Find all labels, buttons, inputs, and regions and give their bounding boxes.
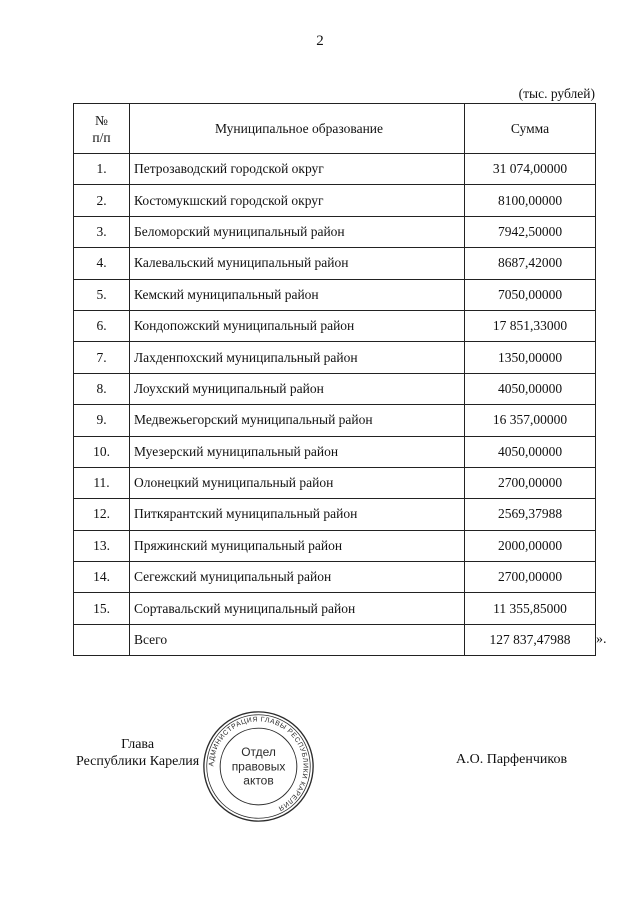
units-label: (тыс. рублей)	[518, 86, 595, 101]
table-row	[74, 342, 596, 373]
row-number: 5.	[74, 279, 130, 310]
signatory-title-line2: Республики Карелия	[76, 754, 200, 769]
row-municipality: Лоухский муниципальный район	[130, 373, 465, 404]
row-municipality: Беломорский муниципальный район	[130, 216, 465, 247]
row-municipality: Пряжинский муниципальный район	[130, 530, 465, 561]
table-header-row	[74, 104, 596, 154]
row-sum: 1350,00000	[465, 342, 596, 373]
allocation-table	[73, 103, 596, 656]
official-stamp	[201, 709, 316, 824]
table-row	[74, 216, 596, 247]
table-body	[74, 154, 596, 656]
row-sum: 31 074,00000	[465, 154, 596, 185]
row-sum: 7942,50000	[465, 216, 596, 247]
row-sum: 2700,00000	[465, 562, 596, 593]
row-sum: 2000,00000	[465, 530, 596, 561]
row-municipality: Сегежский муниципальный район	[130, 562, 465, 593]
row-municipality: Калевальский муниципальный район	[130, 248, 465, 279]
table-row	[74, 154, 596, 185]
row-number: 4.	[74, 248, 130, 279]
row-municipality: Питкярантский муниципальный район	[130, 499, 465, 530]
row-sum: 4050,00000	[465, 436, 596, 467]
row-municipality: Сортавальский муниципальный район	[130, 593, 465, 624]
signatory-name: А.О. Парфенчиков	[456, 752, 568, 767]
row-number: 3.	[74, 216, 130, 247]
row-number: 2.	[74, 185, 130, 216]
table-row	[74, 405, 596, 436]
row-municipality: Кемский муниципальный район	[130, 279, 465, 310]
row-sum: 16 357,00000	[465, 405, 596, 436]
table-row	[74, 279, 596, 310]
row-municipality: Костомукшский городской округ	[130, 185, 465, 216]
stamp-line2: правовых	[231, 759, 286, 774]
stamp-line3: актов	[243, 773, 274, 788]
total-number-cell	[74, 624, 130, 655]
row-sum: 2569,37988	[465, 499, 596, 530]
table-row	[74, 530, 596, 561]
table-row	[74, 593, 596, 624]
row-number: 14.	[74, 562, 130, 593]
table-row	[74, 467, 596, 498]
row-number: 13.	[74, 530, 130, 561]
table-row	[74, 562, 596, 593]
closing-quote: ».	[596, 632, 607, 647]
row-sum: 4050,00000	[465, 373, 596, 404]
row-number: 7.	[74, 342, 130, 373]
header-number-line1: №	[95, 112, 108, 128]
row-number: 10.	[74, 436, 130, 467]
table-row	[74, 248, 596, 279]
row-sum: 8687,42000	[465, 248, 596, 279]
row-number: 1.	[74, 154, 130, 185]
row-municipality: Лахденпохский муниципальный район	[130, 342, 465, 373]
table-row	[74, 185, 596, 216]
row-number: 6.	[74, 310, 130, 341]
row-sum: 7050,00000	[465, 279, 596, 310]
row-municipality: Муезерский муниципальный район	[130, 436, 465, 467]
row-sum: 2700,00000	[465, 467, 596, 498]
header-number-line2: п/п	[92, 129, 111, 145]
page-number: 2	[316, 33, 324, 49]
row-municipality: Олонецкий муниципальный район	[130, 467, 465, 498]
table-row	[74, 499, 596, 530]
row-number: 8.	[74, 373, 130, 404]
row-municipality: Петрозаводский городской округ	[130, 154, 465, 185]
signatory-title-line1: Глава	[121, 737, 155, 752]
stamp-ring-textpath: АДМИНИСТРАЦИЯ ГЛАВЫ РЕСПУБЛИКИ КАРЕЛИЯ	[208, 716, 309, 812]
stamp-line1: Отдел	[241, 744, 276, 759]
table-total-row	[74, 624, 596, 655]
table-row	[74, 436, 596, 467]
row-sum: 8100,00000	[465, 185, 596, 216]
signatory-title	[76, 736, 199, 770]
total-sum: 127 837,47988	[465, 624, 596, 655]
row-municipality: Кондопожский муниципальный район	[130, 310, 465, 341]
header-sum: Сумма	[465, 104, 596, 154]
row-number: 15.	[74, 593, 130, 624]
total-label: Всего	[130, 624, 465, 655]
row-municipality: Медвежьегорский муниципальный район	[130, 405, 465, 436]
row-sum: 11 355,85000	[465, 593, 596, 624]
row-number: 12.	[74, 499, 130, 530]
header-municipality: Муниципальное образование	[130, 104, 465, 154]
header-number	[74, 104, 130, 154]
row-number: 9.	[74, 405, 130, 436]
table-row	[74, 373, 596, 404]
row-sum: 17 851,33000	[465, 310, 596, 341]
row-number: 11.	[74, 467, 130, 498]
table-row	[74, 310, 596, 341]
